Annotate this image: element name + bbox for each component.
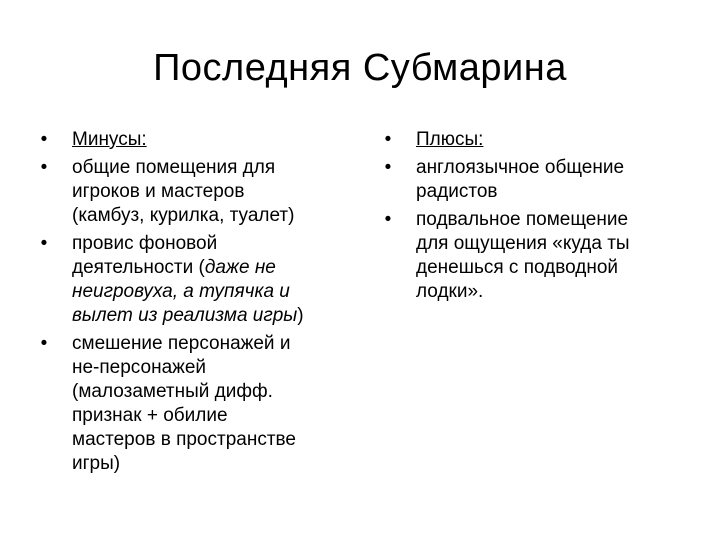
bullet: •: [384, 129, 392, 150]
cons-item-2-line-4-em: вылет из реализма игры: [72, 305, 298, 326]
pros-item-2-line-3: денешься с подводной: [416, 257, 619, 278]
pros-list: [376, 128, 676, 308]
cons-item-2-line-4: [72, 304, 344, 328]
pros-item-2-line-1: подвальное помещение: [416, 209, 629, 230]
pros-item-2-line-4: лодки».: [416, 281, 484, 302]
cons-list: [32, 128, 344, 480]
cons-item-1-line-1: общие помещения для: [72, 157, 276, 178]
pros-item-1-line-2: радистов: [416, 181, 498, 202]
slide-title: Последняя Субмарина: [153, 47, 567, 89]
bullet: •: [40, 333, 48, 354]
bullet: •: [40, 129, 48, 150]
bullet: •: [384, 209, 392, 230]
pros-item-1-line-1: англоязычное общение: [416, 157, 625, 178]
cons-item-1-line-2: игроков и мастеров: [72, 181, 245, 202]
cons-item-3-line-3: (малозаметный дифф.: [72, 381, 273, 402]
cons-item-3-line-1: смешение персонажей и: [72, 333, 291, 354]
cons-item-mixing-characters: [32, 332, 344, 476]
pros-heading: Плюсы:: [416, 129, 484, 150]
cons-item-1-line-3: (камбуз, курилка, туалет): [72, 205, 295, 226]
bullet: •: [384, 157, 392, 178]
cons-item-2-line-3: [72, 280, 344, 304]
cons-heading-item: [32, 128, 344, 152]
bullet: •: [40, 157, 48, 178]
pros-item-2-line-2: для ощущения «куда ты: [416, 233, 630, 254]
cons-item-3-line-5: мастеров в пространстве: [72, 429, 296, 450]
cons-item-background-activity: [32, 232, 344, 328]
pros-item-basement-room: [376, 208, 676, 304]
cons-item-shared-rooms: [32, 156, 344, 228]
pros-item-radio-english: [376, 156, 676, 204]
cons-item-2-line-2: [72, 256, 344, 280]
cons-heading: Минусы:: [72, 129, 147, 150]
cons-item-2-line-4-post: ): [297, 305, 304, 326]
cons-item-3-line-2: не-персонажей: [72, 357, 207, 378]
bullet: •: [40, 233, 48, 254]
cons-item-2-line-3-em: неигровуха, а тупячка и: [72, 281, 290, 302]
cons-item-2-line-2-pre: деятельности (: [72, 257, 205, 278]
pros-heading-item: [376, 128, 676, 152]
cons-item-3-line-6: игры): [72, 453, 121, 474]
cons-item-2-line-2-em: даже не: [204, 257, 276, 278]
cons-item-3-line-4: признак + обилие: [72, 405, 228, 426]
cons-item-2-line-1: провис фоновой: [72, 233, 218, 254]
